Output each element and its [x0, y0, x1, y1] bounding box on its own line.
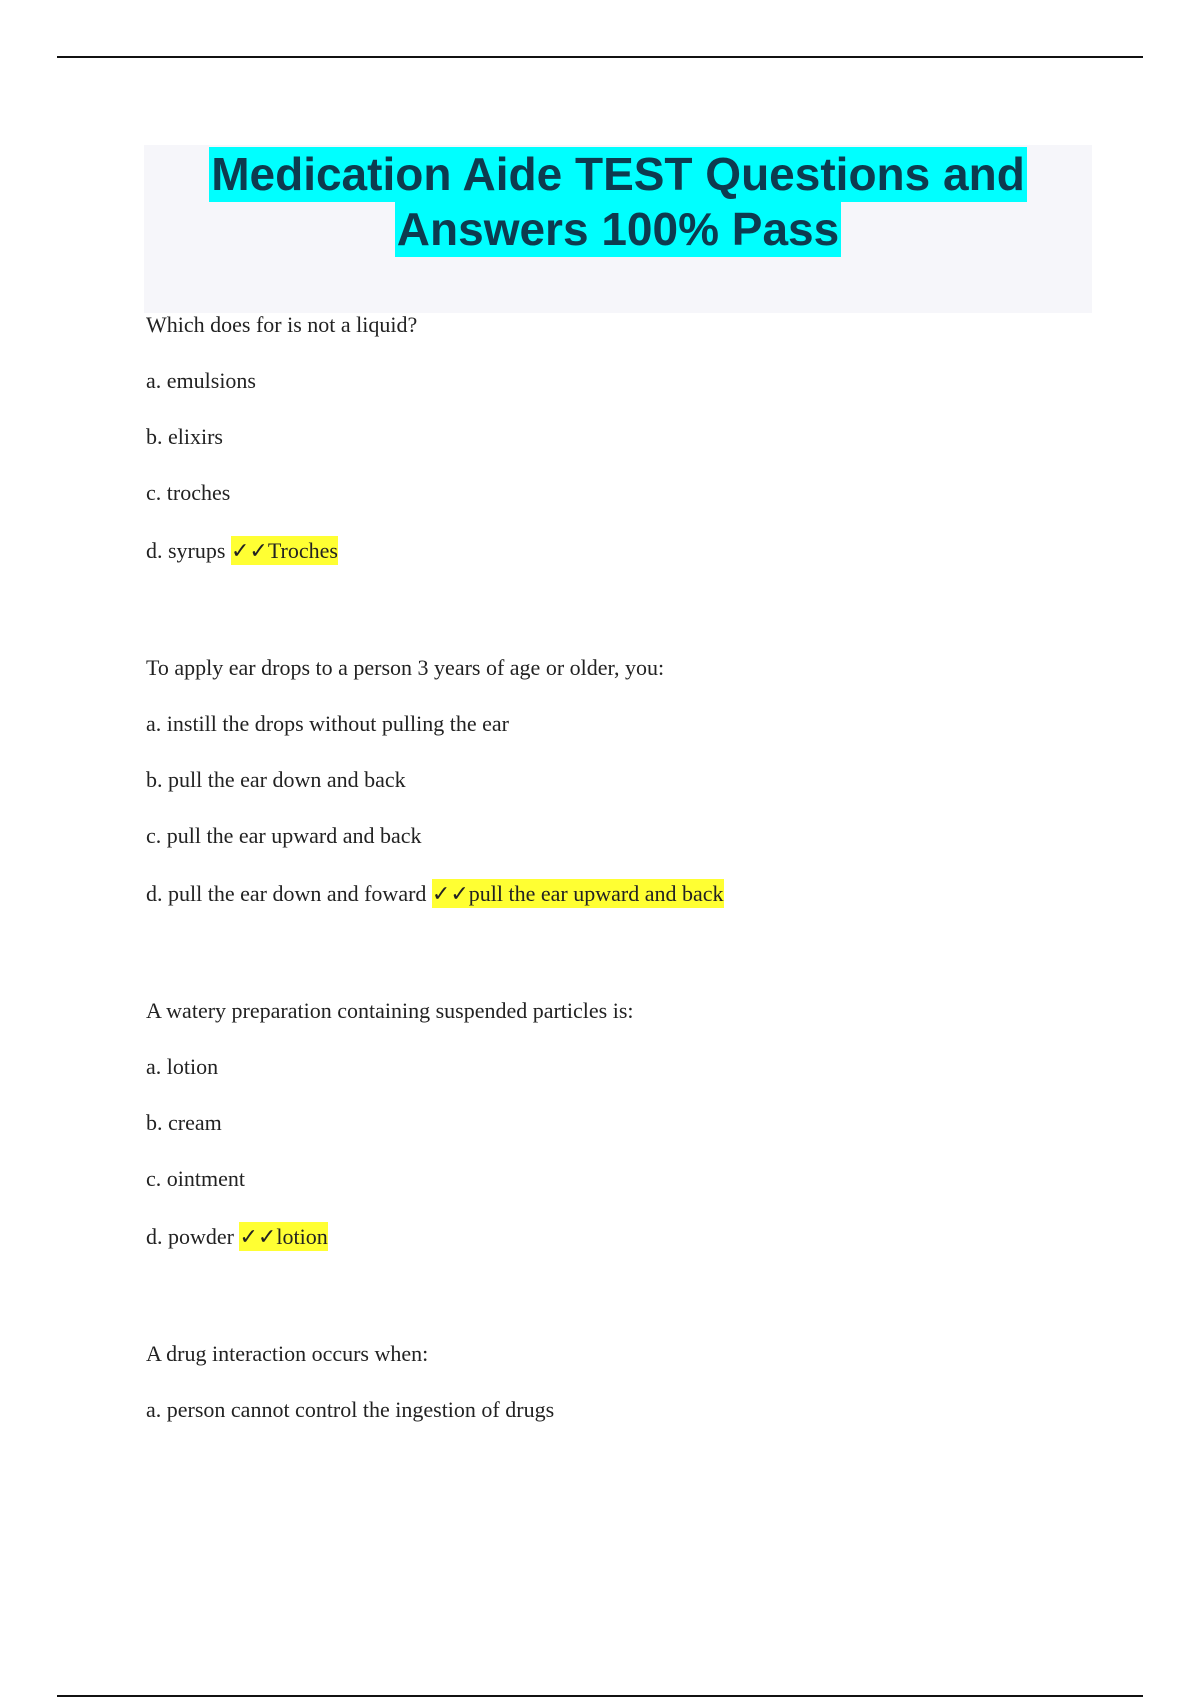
question-block-3: [146, 996, 1146, 1253]
option-d-with-answer: [146, 879, 1146, 910]
question-block-2: [146, 653, 1146, 910]
option-b: b. elixirs: [146, 424, 223, 449]
option-d: d. syrups: [146, 538, 226, 563]
answer-highlight: [231, 536, 338, 565]
answer-highlight: [432, 879, 724, 908]
answer-text: pull the ear upward and back: [468, 881, 724, 906]
option-c: c. ointment: [146, 1166, 245, 1191]
option-a: a. person cannot control the ingestion of drugs: [146, 1397, 555, 1422]
option-b: b. cream: [146, 1110, 222, 1135]
checkmark-icon: ✓✓: [431, 882, 469, 907]
option-a: a. instill the drops without pulling the ear: [146, 711, 509, 736]
checkmark-icon: ✓✓: [239, 1225, 277, 1250]
title-banner: [144, 145, 1092, 313]
question-list: [146, 310, 1146, 1511]
bottom-rule: [57, 1695, 1143, 1697]
page-title-line-2: Answers 100% Pass: [396, 203, 840, 255]
question-text: A drug interaction occurs when:: [146, 1341, 429, 1366]
option-d-with-answer: [146, 536, 1146, 567]
question-block-4: [146, 1339, 1146, 1425]
question-text: A watery preparation containing suspended particles is:: [146, 998, 634, 1023]
top-rule: [57, 56, 1143, 58]
option-d-with-answer: [146, 1222, 1146, 1253]
option-c: c. troches: [146, 480, 231, 505]
question-text: Which does for is not a liquid?: [146, 312, 418, 337]
option-d: d. pull the ear down and foward: [146, 881, 427, 906]
answer-text: lotion: [276, 1224, 328, 1249]
option-d: d. powder: [146, 1224, 234, 1249]
checkmark-icon: ✓✓: [230, 539, 268, 564]
question-text: To apply ear drops to a person 3 years of age or older, you:: [146, 655, 665, 680]
question-block-1: [146, 310, 1146, 567]
answer-text: Troches: [267, 538, 338, 563]
answer-highlight: [239, 1222, 327, 1251]
page-title-line-1: Medication Aide TEST Questions and: [211, 148, 1025, 200]
option-c: c. pull the ear upward and back: [146, 823, 422, 848]
option-b: b. pull the ear down and back: [146, 767, 406, 792]
option-a: a. emulsions: [146, 368, 256, 393]
option-a: a. lotion: [146, 1054, 219, 1079]
